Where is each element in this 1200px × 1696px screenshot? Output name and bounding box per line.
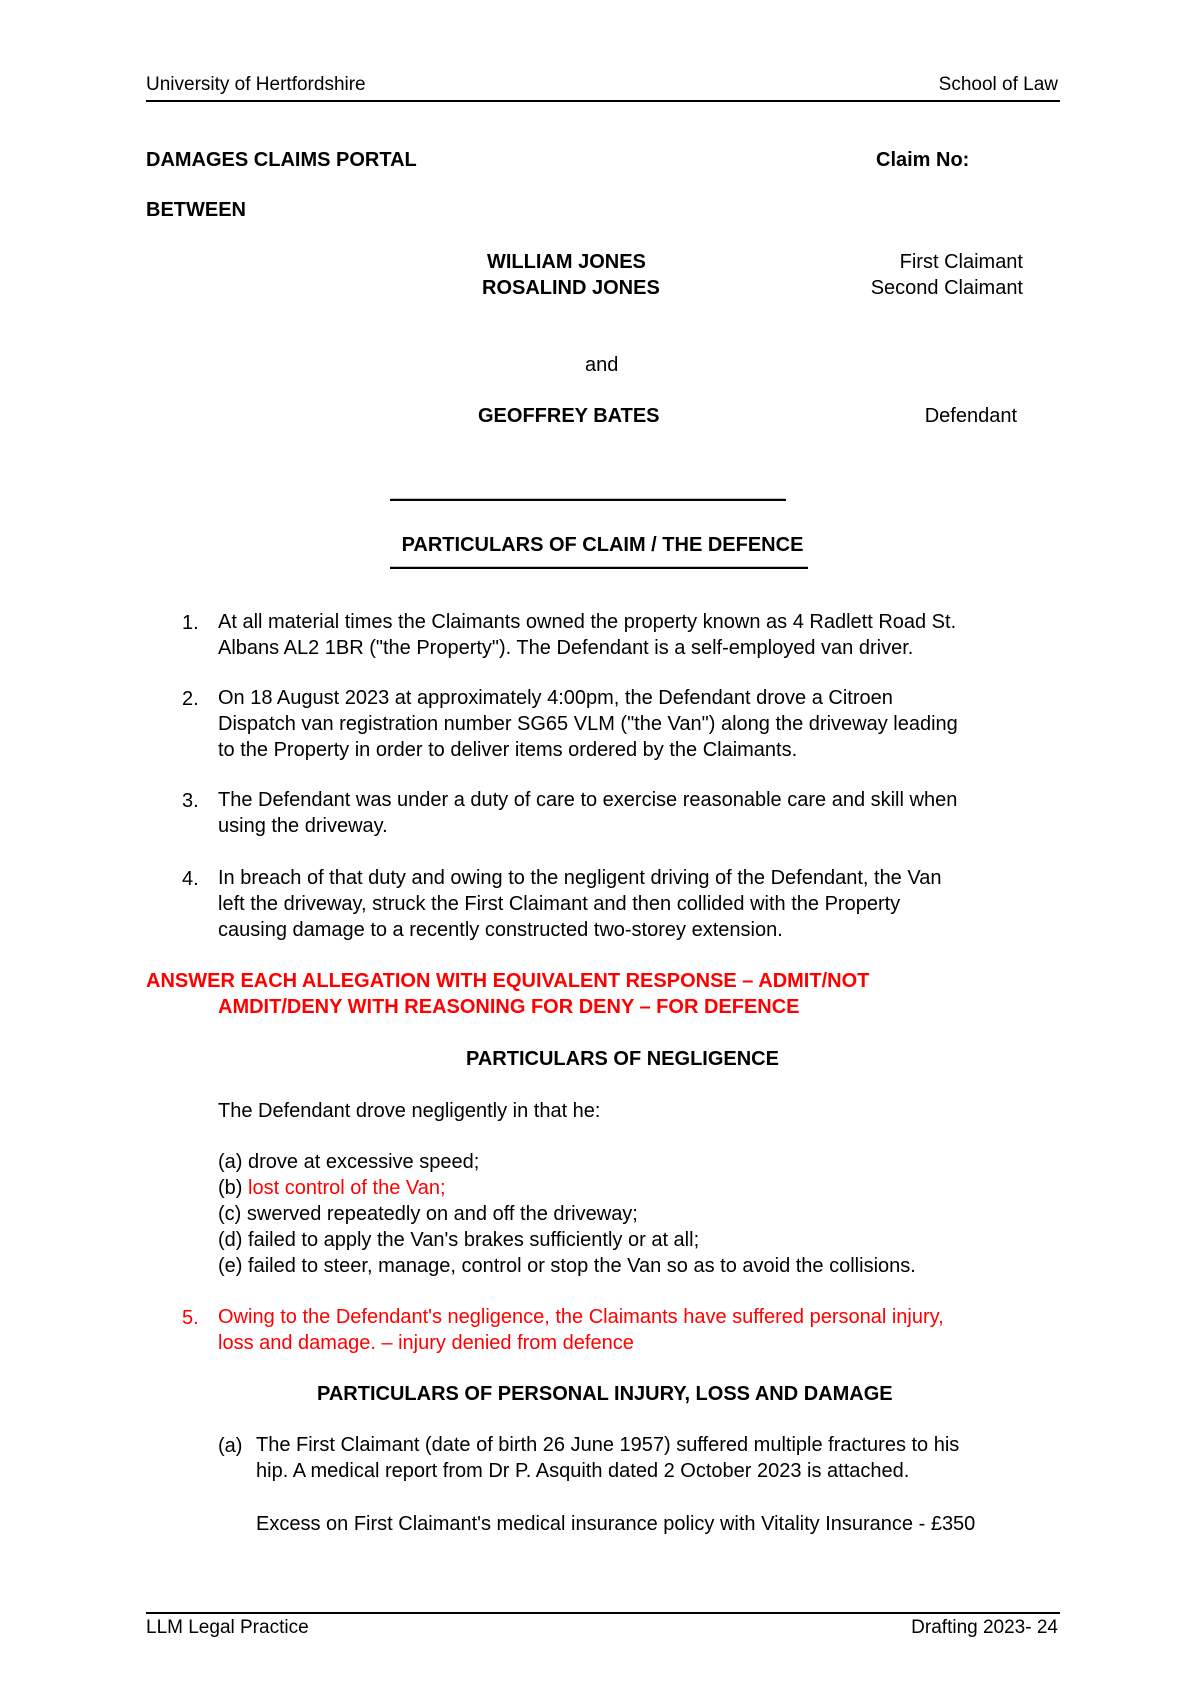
header-rule [146,100,1060,102]
paragraph-1 [218,609,956,661]
insurance-excess: Excess on First Claimant's medical insurance policy with Vitality Insurance - £350 [256,1513,976,1535]
second-claimant-role: Second Claimant [870,277,1023,299]
negligence-heading: PARTICULARS OF NEGLIGENCE [466,1048,779,1070]
negligence-item [218,1227,916,1253]
paragraph-line: causing damage to a recently constructed two-storey extension. [218,919,783,941]
paragraph-line: The First Claimant (date of birth 26 June 1957) suffered multiple fractures to his [256,1434,960,1456]
claim-number-label: Claim No: [876,149,970,171]
paragraph-line: left the driveway, struck the First Claimant and then collided with the Property [218,893,901,915]
paragraph-number: 5. [182,1307,199,1329]
between-label: BETWEEN [146,199,246,221]
injury-item-a [256,1432,959,1484]
item-text: failed to steer, manage, control or stop the Van so as to avoid the collisions. [248,1255,916,1277]
first-claimant-role: First Claimant [899,251,1023,273]
item-text: failed to apply the Van's brakes sufficiently or at all; [248,1229,700,1251]
rule-bottom: ——————————————————— [390,554,808,579]
paragraph-number: 3. [182,790,199,812]
item-letter: (c) [218,1203,242,1225]
paragraph-number: 1. [182,612,199,634]
defendant-name: GEOFFREY BATES [478,405,660,427]
paragraph-line: to the Property in order to deliver items ordered by the Claimants. [218,739,798,761]
rule-top: —————————————————— [390,486,786,511]
paragraph-number: 2. [182,688,199,710]
paragraph-line: using the driveway. [218,815,388,837]
injury-heading: PARTICULARS OF PERSONAL INJURY, LOSS AND DAMAGE [317,1383,893,1405]
paragraph-line: In breach of that duty and owing to the negligent driving of the Defendant, the Van [218,867,942,889]
item-letter: (b) [218,1177,243,1199]
paragraph-number: 4. [182,868,199,890]
footer-rule [146,1612,1060,1614]
injury-item-letter: (a) [218,1435,243,1457]
item-letter: (e) [218,1255,243,1277]
negligence-list [218,1149,916,1279]
paragraph-line: The Defendant was under a duty of care to exercise reasonable care and skill when [218,789,958,811]
first-claimant-name: WILLIAM JONES [487,251,646,273]
paragraph-2 [218,685,958,763]
paragraph-line: On 18 August 2023 at approximately 4:00pm, the Defendant drove a Citroen [218,687,893,709]
paragraph-line: Albans AL2 1BR ("the Property"). The Defendant is a self-employed van driver. [218,637,914,659]
negligence-item [218,1149,916,1175]
item-text: swerved repeatedly on and off the driveway; [246,1203,638,1225]
item-text: drove at excessive speed; [248,1151,480,1173]
header-right: School of Law [938,74,1058,95]
item-text: lost control of the Van; [248,1177,446,1199]
header-left: University of Hertfordshire [146,74,366,95]
main-heading: PARTICULARS OF CLAIM / THE DEFENCE [401,534,804,556]
paragraph-line: Dispatch van registration number SG65 VLM ("the Van") along the driveway leading [218,713,958,735]
paragraph-3 [218,787,957,839]
second-claimant-name: ROSALIND JONES [482,277,660,299]
paragraph-5 [218,1304,944,1356]
defence-instruction-line1: ANSWER EACH ALLEGATION WITH EQUIVALENT RESPONSE – ADMIT/NOT [146,970,870,992]
item-letter: (d) [218,1229,243,1251]
paragraph-4 [218,865,941,943]
footer-left: LLM Legal Practice [146,1617,309,1638]
footer-right: Drafting 2023- 24 [911,1617,1058,1638]
negligence-intro: The Defendant drove negligently in that he: [218,1100,601,1122]
paragraph-line: Owing to the Defendant's negligence, the Claimants have suffered personal injury, [218,1306,944,1328]
negligence-item [218,1201,916,1227]
negligence-item [218,1253,916,1279]
defendant-role: Defendant [924,405,1017,427]
paragraph-line: At all material times the Claimants owned the property known as 4 Radlett Road St. [218,611,957,633]
negligence-item [218,1175,916,1201]
and-label: and [585,354,619,376]
paragraph-line: hip. A medical report from Dr P. Asquith dated 2 October 2023 is attached. [256,1460,910,1482]
paragraph-line: loss and damage. – injury denied from defence [218,1332,634,1354]
portal-title: DAMAGES CLAIMS PORTAL [146,149,417,171]
defence-instruction-line2: AMDIT/DENY WITH REASONING FOR DENY – FOR DEFENCE [218,996,800,1018]
item-letter: (a) [218,1151,243,1173]
